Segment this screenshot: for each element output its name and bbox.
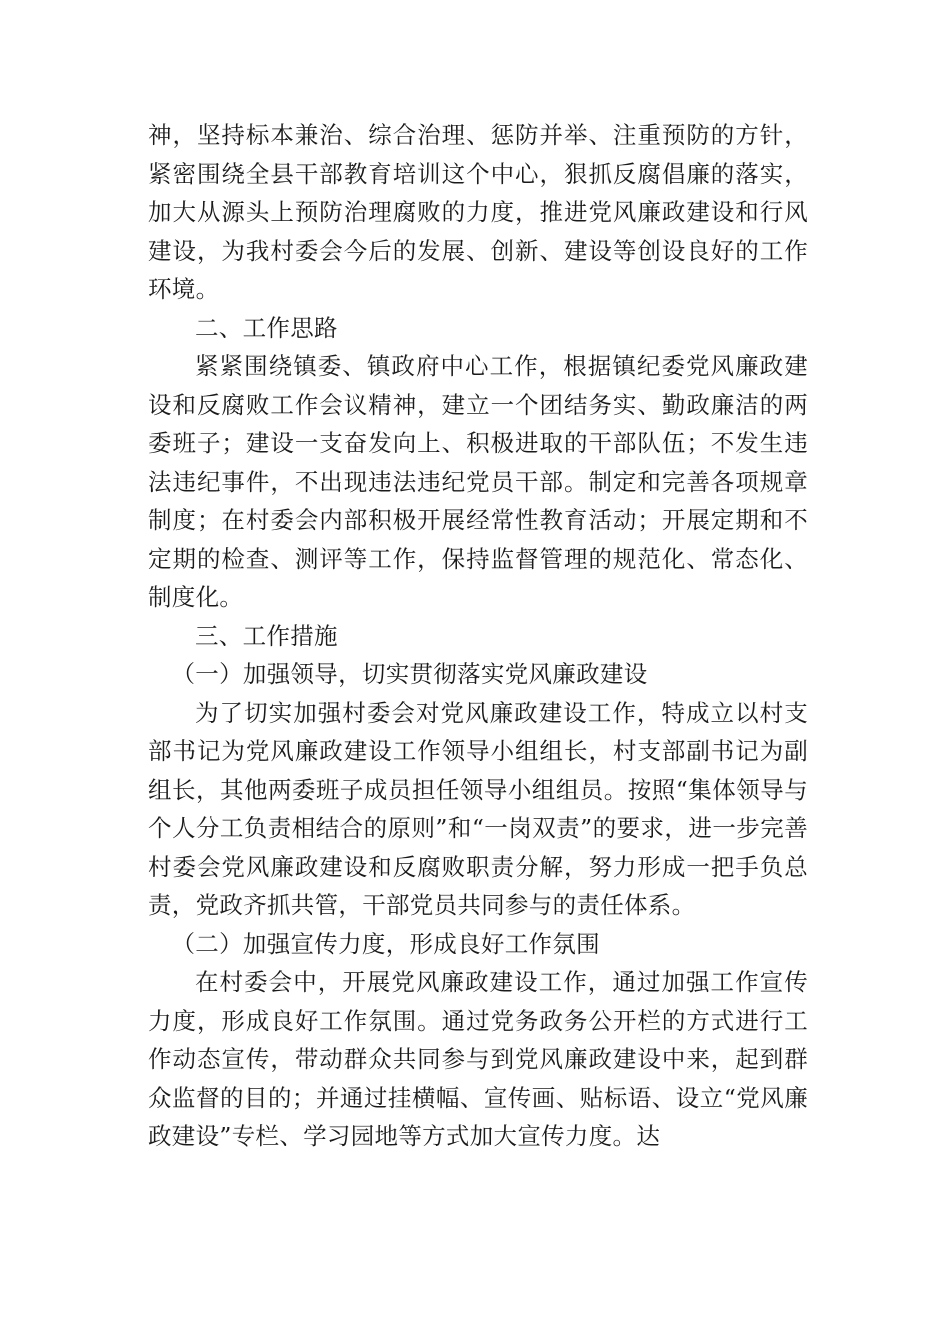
subheading-strengthen-leadership: （一）加强领导，切实贯彻落实党风廉政建设	[171, 660, 648, 688]
section-heading-work-measures: 三、工作措施	[195, 621, 338, 650]
subheading-publicity: （二）加强宣传力度，形成良好工作氛围	[171, 929, 600, 958]
paragraph-work-approach: 紧紧围绕镇委、镇政府中心工作，根据镇纪委党风廉政建设和反腐败工作会议精神，建立一个团结务实、勤政廉洁的两委班子；建设一支奋发向上、积极进取的干部队伍；不发生违法违纪事件，不出现违法违纪党员干部。制定和完善各项规章制度；在村委会内部积极开展经常性教育活动；开展定期和不定期的检查、测评等工作，保持监督管理的规范化、常态化、制度化。	[148, 352, 808, 611]
paragraph-publicity: 在村委会中，开展党风廉政建设工作，通过加强工作宣传力度，形成良好工作氛围。通过党务政务公开栏的方式进行工作动态宣传，带动群众共同参与到党风廉政建设中来，起到群众监督的目的；并通过挂横幅、宣传画、贴标语、设立“党风廉政建设”专栏、学习园地等方式加大宣传力度。达	[148, 968, 808, 1150]
section-heading-work-approach: 二、工作思路	[195, 313, 338, 342]
paragraph-leadership: 为了切实加强村委会对党风廉政建设工作，特成立以村支部书记为党风廉政建设工作领导小组组长，村支部副书记为副组长，其他两委班子成员担任领导小组组员。按照“集体领导与个人分工负责相结合的原则”和“一岗双责”的要求，进一步完善村委会党风廉政建设和反腐败职责分解，努力形成一把手负总责，党政齐抓共管，干部党员共同参与的责任体系。	[148, 698, 808, 919]
document-body	[148, 116, 808, 1156]
paragraph-intro-continuation: 神，坚持标本兼治、综合治理、惩防并举、注重预防的方针，紧密围绕全县干部教育培训这个中心，狠抓反腐倡廉的落实，加大从源头上预防治理腐败的力度，推进党风廉政建设和行风建设，为我村委会今后的发展、创新、建设等创设良好的工作环境。	[148, 121, 808, 303]
